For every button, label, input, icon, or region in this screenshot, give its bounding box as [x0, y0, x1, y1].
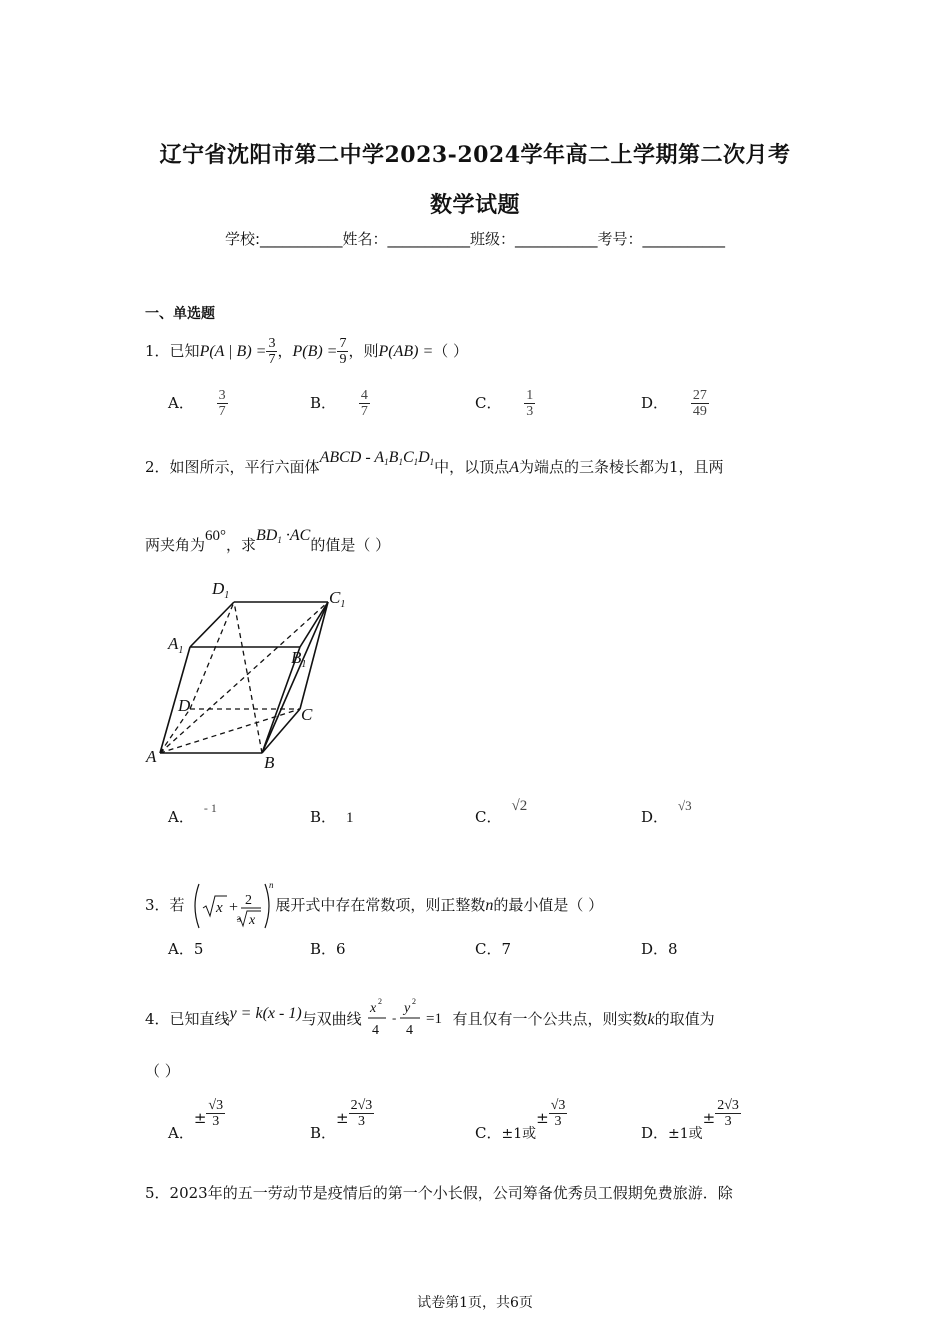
parallelepiped-figure: [140, 575, 360, 775]
svg-text:+: +: [229, 899, 239, 916]
q2-option-a[interactable]: A． $^{- 1}$: [168, 801, 217, 826]
q2-dot-product: $BD_1 \cdot AC$: [256, 527, 311, 545]
question-2-line1: 2．如图所示，平行六面体ABCD - $A_1B_1C_1D_1$中，以顶点A为端点的三条棱长都为1，且两: [145, 449, 724, 476]
q1-expr2: P(B) =: [292, 342, 338, 360]
label-c1: $C_1$: [329, 588, 346, 610]
q4-option-d[interactable]: D．±1或± $\frac{2√3}{3}$: [641, 1098, 739, 1142]
q2-option-b[interactable]: B． 1: [310, 808, 354, 826]
svg-text:-: -: [392, 1010, 397, 1025]
edge-a1-d1: [190, 602, 234, 647]
svg-text:2: 2: [412, 997, 417, 1006]
question-5: 5．2023年的五一劳动节是疫情后的第一个小长假，公司筹备优秀员工假期免费旅游．除: [145, 1184, 733, 1202]
svg-text:4: 4: [372, 1023, 380, 1038]
question-3: 3．若 x + 2 3 x n 展开式中存在常数项，则正整数n的最小值是（ ）: [145, 878, 603, 934]
question-4-line2: （ ）: [145, 1062, 180, 1080]
q1-option-b[interactable]: B． $\frac{4}{7}$: [310, 388, 368, 420]
question-number: 1．: [145, 341, 170, 360]
svg-text:x: x: [249, 913, 256, 928]
svg-text:n: n: [269, 880, 274, 890]
q2-option-c[interactable]: C．√2: [475, 798, 528, 826]
svg-text:3: 3: [237, 915, 242, 924]
diag-b-d1: [234, 602, 262, 753]
label-a: A: [146, 747, 157, 766]
q1-expr3: P(AB) =: [378, 342, 434, 360]
q1-frac2: $\frac{7}{9}$: [339, 336, 347, 368]
q3-binomial-expression: [191, 878, 273, 934]
svg-text:x: x: [370, 1001, 377, 1016]
svg-text:4: 4: [406, 1023, 414, 1038]
svg-text:y: y: [404, 1001, 411, 1016]
label-b1: $B_1$: [291, 648, 307, 670]
q4-option-b[interactable]: B．± $\frac{2√3}{3}$: [310, 1098, 373, 1142]
label-b: B: [264, 753, 275, 772]
student-info-line: 学校:___________姓名：___________班级：___________考号：___________: [224, 230, 726, 248]
question-2-line2: 两夹角为60°，求$BD_1 \cdot AC$的值是（ ）: [145, 527, 391, 554]
svg-text:2: 2: [378, 997, 383, 1006]
page-footer: 试卷第1页，共6页: [417, 1295, 533, 1311]
q3-option-b[interactable]: B．6: [310, 940, 346, 958]
q4-option-c[interactable]: C．±1或± $\frac{√3}{3}$: [475, 1098, 566, 1142]
q3-option-a[interactable]: A．5: [168, 940, 204, 958]
question-1: 1．已知P(A | B) = $\frac{3}{7}$ ，P(B) = $\frac{7}{9}$ ，则P(AB) =（ ）: [145, 336, 469, 368]
diag-b-c1: [262, 602, 328, 753]
q3-option-d[interactable]: D．8: [641, 940, 678, 958]
exam-title-line2: 数学试题: [429, 192, 520, 218]
exam-title-line1: 辽宁省沈阳市第二中学2023-2024学年高二上学期第二次月考: [159, 142, 791, 168]
q3-option-c[interactable]: C．7: [475, 940, 512, 958]
q2-option-d[interactable]: D．√3: [641, 798, 692, 826]
diag-a-c1: [160, 602, 328, 753]
svg-text:2: 2: [245, 893, 253, 908]
label-a1: $A_1$: [168, 634, 184, 656]
q4-hyperbola-equation: [366, 998, 452, 1042]
svg-text:=1: =1: [426, 1011, 443, 1027]
label-d1: $D_1$: [212, 579, 230, 601]
q1-expr1: P(A | B) =: [199, 342, 267, 360]
edge-a-d: [160, 709, 190, 753]
q1-option-d[interactable]: D． $\frac{27}{49}$: [641, 388, 707, 420]
svg-text:x: x: [216, 900, 224, 916]
label-d: D: [178, 696, 191, 715]
q4-line-equation: y = k(x - 1): [229, 1005, 302, 1022]
q2-solid-name: ABCD - $A_1B_1C_1D_1$: [319, 449, 435, 467]
question-4-line1: 4．已知直线y = k(x - 1)与双曲线 x 2 4 - y 2 4 =1 有且仅有一个公共点，则实数k的取值为: [145, 998, 715, 1042]
q1-prefix: 已知: [169, 341, 200, 360]
q2-angle: 60°: [205, 528, 227, 544]
q1-frac1: $\frac{3}{7}$: [268, 336, 276, 368]
q1-option-a[interactable]: A． $\frac{3}{7}$: [168, 388, 226, 420]
edge-c1-b1: [300, 602, 328, 647]
label-c: C: [301, 705, 313, 724]
section-heading: 一、单选题: [145, 306, 215, 322]
q4-option-a[interactable]: A．± $\frac{√3}{3}$: [168, 1098, 224, 1142]
q1-option-c[interactable]: C． $\frac{1}{3}$: [475, 388, 534, 420]
